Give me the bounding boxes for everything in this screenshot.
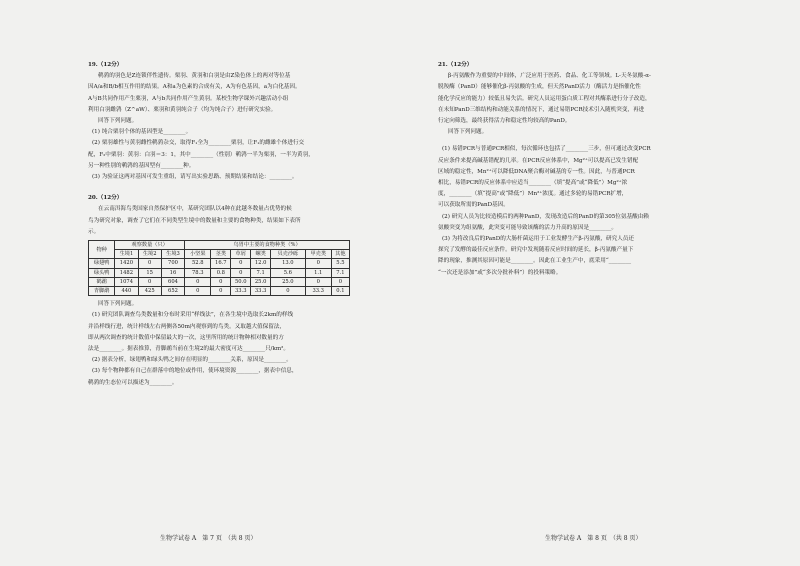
- table-row: 绿翅鸭 1420 0 700 52.8 16.7 0 12.0 13.0 0 5.5: [89, 259, 350, 268]
- q19-line: 利用白羽雌鹑（Z^aW）、栗羽和黄羽纯合子（均为纯合子）进行研究实验。: [88, 106, 277, 113]
- q20-intro-line: 示。: [88, 228, 100, 235]
- table-row: 绿头鸭 1482 15 16 78.3 0.8 0 7.1 5.6 1.1 7.1: [89, 268, 350, 277]
- q21-subquestion-3: (3) 为将改良后的PanD的大肠杆菌运用于工业发酵生产β-丙氨酸，研究人员还: [442, 236, 634, 243]
- q21-line: 行定向筛选，最终获得活力和稳定性均较高的PanD。: [438, 118, 571, 125]
- bird-survey-table: [88, 240, 350, 296]
- q21-line: 能化学反应的能力）较低且易失活。研究人员运用蛋白质工程对其酶系进行分子改造，: [438, 95, 651, 102]
- q21-line: 相比，易错PCR的反应体系中应适当________（填“提高”或“降低”）Mg²⁺浓: [438, 180, 628, 187]
- q19-line: 回答下列问题。: [98, 118, 138, 125]
- table-col-header: 其他: [331, 250, 349, 259]
- q20-intro-line: 鸟为研究对象，调查了它们在不同类型生境中的数量和主要的食物种类，结果如下表所: [88, 217, 301, 224]
- q21-line: β-丙氨酸作为重要的中间体，广泛应用于医药、食品、化工等领域。L-天冬氨酸-α-: [448, 73, 651, 80]
- page-left: [88, 60, 388, 389]
- q21-subquestion-2: (2) 研究人员为比较造模后的两种PanD，发现改造后的PanD的第305位氨基酸由赖: [442, 213, 649, 220]
- q20-subquestion-2: (2) 据表分析，绿翅鸭和绿头鸭之间存在明显的________关系，原因是________。: [92, 357, 292, 364]
- table-col-header: 草屑: [231, 250, 251, 259]
- q20-subquestion-3: (3) 每个物种都有自己在群落中的地位或作用，使环境资源________，据表中信息，: [92, 368, 298, 375]
- table-col-header: 甲壳类: [305, 250, 331, 259]
- q21-line: 度，________（填“提高”或“降低”）Mn²⁺浓度。通过多轮的易错PCR扩增，: [438, 191, 628, 198]
- page-right: [438, 60, 720, 279]
- q20-line: 并沿样线行进，统计样线左右两侧各50m内观察到的鸟类。又取越大值保留法，: [88, 323, 286, 330]
- q19-subquestion-1: (1) 纯合栗羽个体的基因型是________。: [92, 129, 192, 136]
- q19-subquestion-3: (3) 为验证这两对基因可发生重组，请写出实验思路、预期结果和结论：________。: [92, 174, 298, 181]
- q19-line: 因A/a和B/b相互作用的结果。A和a为色素的合成有关，A为有色基因，a为白化基因。: [88, 84, 301, 91]
- q21-line: 可以获取所需的PanD基因。: [438, 202, 509, 209]
- q19-line: 另一种性别的鹌鹑的基因型有________种。: [88, 162, 195, 169]
- question-20-header: 20.（12分）: [88, 195, 123, 202]
- question-21-header: 21.（12分）: [438, 62, 473, 68]
- page-footer-right: 生物学试卷 A 第 8 页 （共 8 页）: [545, 535, 642, 542]
- table-col-header: 螺类: [251, 250, 271, 259]
- table-col-header: 小坚果: [185, 250, 211, 259]
- table-head-species: 物种: [89, 241, 115, 259]
- q21-line: 降的现象，推测其原因可能是________。因此在工业生产中，底采用“________: [438, 258, 632, 265]
- table-col-header: 生境3: [161, 250, 184, 259]
- q20-subquestion-1: (1) 研究团队调查鸟类数量和分布时采用“样线法”，在各生境中选取长2km的样线: [92, 312, 294, 319]
- q20-line: 即从两次调查的统计数值中保留最大的一次，这里所用的统计物种相对数量的方: [88, 334, 284, 341]
- table-head-observed: 观察数量（只）: [115, 241, 185, 250]
- q21-line: 反应条件来提高碱基错配的几率。在PCR反应体系中，Mg²⁺可以提高已发生错配: [438, 157, 639, 164]
- table-col-header: 生境1: [115, 250, 138, 259]
- q21-line: “一次还是添加”或“多次分批补料”）的投料策略。: [438, 269, 562, 276]
- table-col-header: 生境2: [138, 250, 161, 259]
- q19-line: A与B共同作用产生栗羽，A与b共同作用产生黄羽。某校生物学课外兴趣活动小组: [88, 95, 289, 102]
- q21-line: 脱羧酶（PanD）能够催化β-丙氨酸的生成，但天然PanD活力（酶活力是指催化性: [438, 84, 641, 91]
- table-row: 青脚鹬 440 425 652 0 0 33.3 33.3 0 33.3 0.1: [89, 287, 350, 296]
- q20-line: 鹌鹑的生态位可以描述为________。: [88, 379, 178, 386]
- q21-line: 探究了发酵的最佳反应条件。研究中发现随着反应时间的延长，β-丙氨酸产量下: [438, 247, 634, 254]
- table-col-header: 茎类: [211, 250, 231, 259]
- q19-subquestion-2: (2) 栗羽雄性与黄羽雌性鹌鹑杂交，取得F₁全为________栗羽，让F₁的雌雄个体进行交: [92, 140, 305, 147]
- q20-intro-line: 在云南洱海鸟类国家自然保护区中，某研究团队以4种在此越冬数量占优势的候: [98, 206, 292, 213]
- q21-line: 回答下列问题。: [448, 129, 488, 136]
- table-row: 鹤鹬 1074 0 604 0 0 50.0 25.0 25.0 0 0: [89, 277, 350, 286]
- table-col-header: 贝壳沙砾: [271, 250, 306, 259]
- q21-line: 氨酸突变为组氨酸，此突变可能导致该酶的活力升高的原因是________。: [438, 224, 618, 231]
- q20-line: 法是________。据表推算，青脚鹬当前在生境2的最大密度可达________只/km²。: [88, 346, 289, 353]
- q19-line: 配，F₂中栗羽：黄羽：白羽＝3：1，其中________（性别）鹌鹑一半为栗羽，一半为黄羽，: [88, 151, 314, 158]
- question-19-header: 19.（12分）: [88, 62, 123, 68]
- q21-line: 区域的稳定性，Mn²⁺可以降低DNA聚合酶对碱基的专一性。因此，与普通PCR: [438, 168, 635, 175]
- q19-line: 鹌鹑的羽色是Z连锁伴性遗传。栗羽、黄羽和白羽是由Z染色体上的两对等位基: [98, 73, 291, 80]
- q21-line: 在未知PanD三维结构和动能关系的情况下，通过易错PCR技术引入随机突变，再进: [438, 106, 645, 113]
- page-footer-left: 生物学试卷 A 第 7 页 （共 8 页）: [160, 535, 257, 542]
- q21-subquestion-1: (1) 易错PCR与普通PCR相似，每次循环也包括了________三步，但可通过改变PCR: [442, 146, 651, 153]
- table-head-food: 鸟胃中主要的食物种类（%）: [185, 241, 350, 250]
- q20-line: 回答下列问题。: [98, 301, 138, 308]
